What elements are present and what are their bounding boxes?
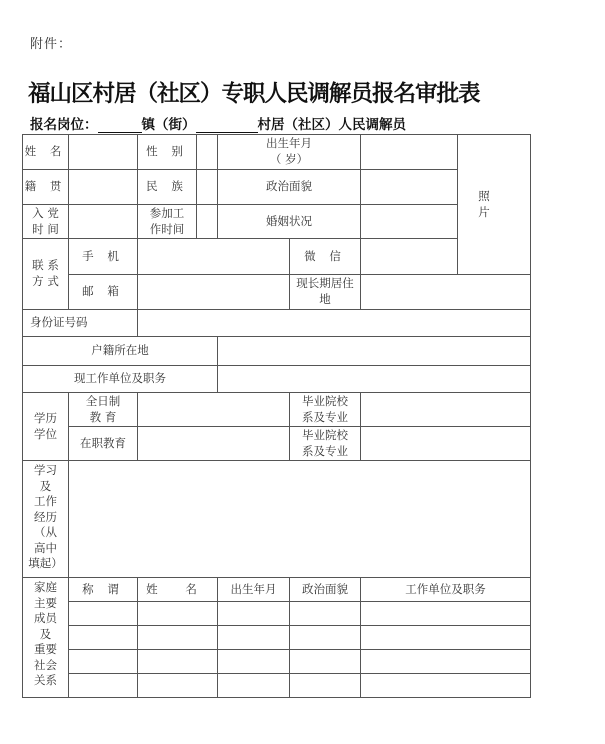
fulltime-line2: 教 育 [89,409,117,424]
family-line: 关系 [34,673,57,688]
input-mailbox[interactable] [138,275,290,310]
label-residence [290,275,361,310]
photo-area[interactable]: 照 片 [458,135,531,275]
input-marital[interactable] [361,205,458,239]
family-cell[interactable] [138,650,218,674]
contact-line2: 方 式 [32,274,59,288]
family-line: 成员 [34,611,57,626]
family-cell[interactable] [69,626,138,650]
village-blank[interactable] [196,118,258,133]
label-work-time [138,205,197,239]
input-history[interactable] [69,461,531,578]
family-cell[interactable] [138,602,218,626]
label-wechat: 微 信 [290,239,361,275]
work-line2: 作时间 [149,221,185,236]
family-line: 及 [39,626,52,641]
label-history [23,461,69,578]
residence-line2: 地 [319,292,331,306]
village-suffix: 村居（社区）人民调解员 [257,117,406,133]
label-marital: 婚姻状况 [218,205,361,239]
party-line2: 时 间 [32,221,59,236]
family-cell[interactable] [290,650,361,674]
residence-line1: 现长期居住 [296,276,354,291]
label-household: 户籍所在地 [23,337,218,366]
input-political[interactable] [361,170,458,205]
label-party-time [23,205,69,239]
family-cell[interactable] [218,602,290,626]
form-title: 福山区村居（社区）专职人民调解员报名审批表 [28,81,480,107]
family-cell[interactable] [361,626,531,650]
input-work-time[interactable] [197,205,218,239]
label-family [23,578,69,698]
input-id-number[interactable] [138,310,531,337]
family-cell[interactable] [69,602,138,626]
family-cell[interactable] [218,674,290,698]
label-name: 姓 名 [23,135,69,170]
post-line [30,113,406,133]
history-line: 及 [39,478,52,493]
input-gender[interactable] [197,135,218,170]
town-suffix: 镇（街） [141,117,196,133]
fulltime-line1: 全日制 [85,393,121,408]
family-cell[interactable] [218,626,290,650]
label-inservice: 在职教育 [69,427,138,461]
header-family-birth: 出生年月 [218,578,290,602]
work-line1: 参加工 [149,205,185,220]
history-line: 学习 [34,463,57,477]
label-ethnicity: 民 族 [138,170,197,205]
label-native: 籍 贯 [23,170,69,205]
attachment-label: 附件： [30,37,73,52]
town-blank[interactable] [98,118,142,133]
label-current-job: 现工作单位及职务 [23,366,218,393]
school2-line1: 毕业院校 [302,427,348,442]
input-fulltime[interactable] [138,393,290,427]
registration-form-table [22,134,531,698]
label-gender: 性 别 [138,135,197,170]
family-line: 家庭 [34,580,57,594]
family-cell[interactable] [361,674,531,698]
family-cell[interactable] [218,650,290,674]
family-cell[interactable] [361,650,531,674]
family-line: 社会 [34,657,57,672]
family-cell[interactable] [69,650,138,674]
history-line: 经历 [34,509,57,524]
family-cell[interactable] [290,626,361,650]
birth-line1: 出生年月 [266,136,312,151]
family-cell[interactable] [290,602,361,626]
history-line: 工作 [34,494,57,509]
school-line2: 系及专业 [302,409,348,424]
label-id-number: 身份证号码 [23,310,138,337]
label-birth [218,135,361,170]
school2-line2: 系及专业 [302,443,348,458]
input-inservice[interactable] [138,427,290,461]
family-line: 主要 [34,595,57,610]
label-education [23,393,69,461]
family-line: 重要 [34,642,57,657]
header-family-work: 工作单位及职务 [361,578,531,602]
input-inservice-school[interactable] [361,427,531,461]
input-birth[interactable] [361,135,458,170]
header-family-name: 姓 名 [138,578,218,602]
birth-line2: （ 岁） [269,152,309,166]
history-line: 填起） [28,556,63,571]
school-line1: 毕业院校 [302,393,348,408]
header-family-political: 政治面貌 [290,578,361,602]
input-mobile[interactable] [138,239,290,275]
label-political: 政治面貌 [218,170,361,205]
input-name[interactable] [69,135,138,170]
family-cell[interactable] [138,674,218,698]
party-line1: 入 党 [32,205,59,220]
input-fulltime-school[interactable] [361,393,531,427]
history-line: （从 [34,525,57,540]
label-contact [23,239,69,310]
input-residence[interactable] [361,275,531,310]
input-party-time[interactable] [69,205,138,239]
family-cell[interactable] [361,602,531,626]
input-wechat[interactable] [361,239,458,275]
header-family-title: 称 谓 [69,578,138,602]
input-current-job[interactable] [218,366,531,393]
label-mobile: 手 机 [69,239,138,275]
label-fulltime [69,393,138,427]
family-cell[interactable] [290,674,361,698]
post-label: 报名岗位： [30,117,98,133]
contact-line1: 联 系 [32,258,59,273]
input-native[interactable] [69,170,138,205]
edu-line2: 学位 [34,426,57,441]
label-fulltime-school [290,393,361,427]
label-mailbox: 邮 箱 [69,275,138,310]
history-line: 高中 [34,540,57,555]
input-household[interactable] [218,337,531,366]
input-ethnicity[interactable] [197,170,218,205]
family-cell[interactable] [69,674,138,698]
label-inservice-school [290,427,361,461]
family-cell[interactable] [138,626,218,650]
edu-line1: 学历 [34,410,57,425]
